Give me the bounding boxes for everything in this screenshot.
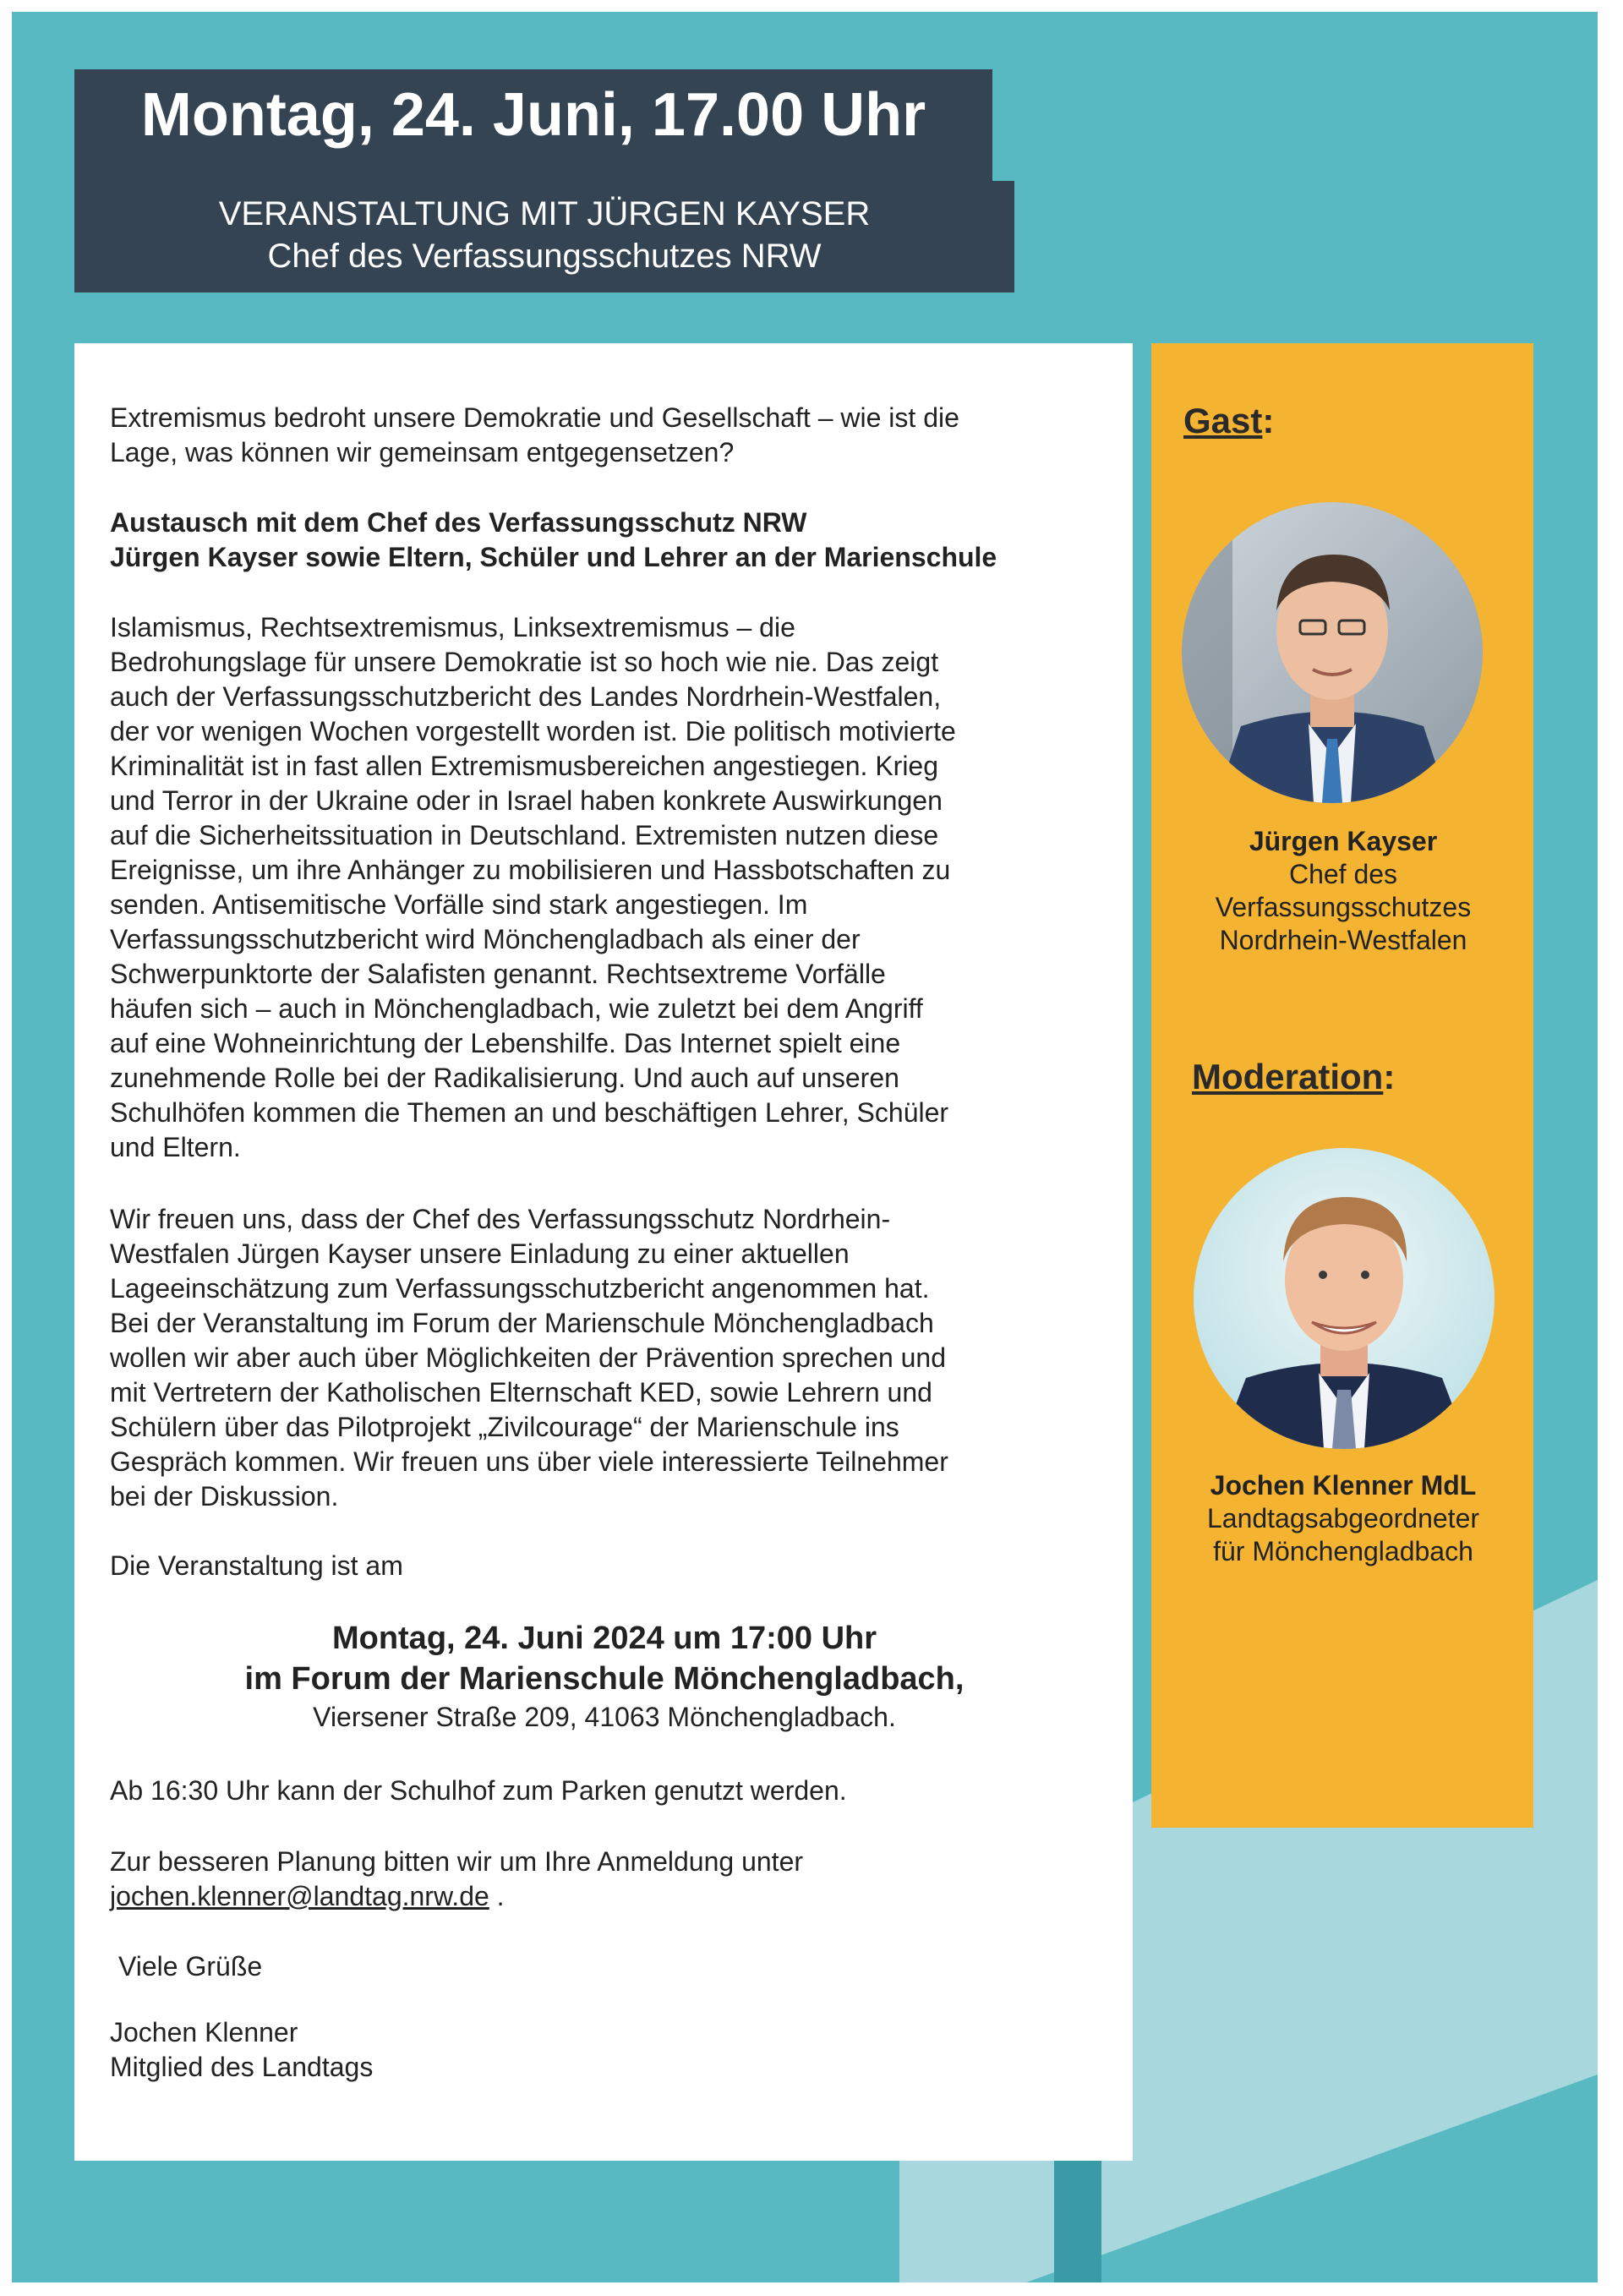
event-details: [85, 1618, 1124, 1735]
text-line: und Eltern.: [110, 1132, 241, 1162]
text-line: Wir freuen uns, dass der Chef des Verfassungsschutz Nordrhein-: [110, 1204, 891, 1234]
text-line: auf die Sicherheitssituation in Deutschland. Extremisten nutzen diese: [110, 820, 939, 850]
text-line: bei der Diskussion.: [110, 1481, 339, 1512]
guest-role-line: Nordrhein-Westfalen: [1219, 925, 1467, 955]
subtitle-line-1: VERANSTALTUNG MIT JÜRGEN KAYSER: [218, 195, 871, 232]
registration-email-line: [110, 1879, 1116, 1914]
bold-headline: [110, 506, 1116, 575]
text-line: häufen sich – auch in Mönchengladbach, wie zuletzt bei dem Angriff: [110, 993, 923, 1024]
intro-paragraph: [110, 401, 1116, 470]
text-line: Schülern über das Pilotprojekt „Zivilcourage“ der Marienschule ins: [110, 1412, 899, 1442]
bold-line: Jürgen Kayser sowie Eltern, Schüler und Lehrer an der Marienschule: [110, 542, 997, 572]
bold-line: Austausch mit dem Chef des Verfassungsschutz NRW: [110, 507, 807, 538]
email-link[interactable]: jochen.klenner@landtag.nrw.de: [110, 1881, 489, 1911]
guest-portrait-image: [1182, 502, 1483, 803]
moderator-caption: [1167, 1469, 1520, 1568]
event-address: Viersener Straße 209, 41063 Mönchengladbach.: [313, 1702, 896, 1732]
guest-name: Jürgen Kayser: [1249, 826, 1438, 856]
text-line: auch der Verfassungsschutzbericht des Landes Nordrhein-Westfalen,: [110, 681, 942, 712]
event-place: im Forum der Marienschule Mönchengladbach,: [244, 1661, 965, 1697]
registration-note: [110, 1845, 1116, 1914]
email-suffix: .: [489, 1881, 505, 1911]
paragraph-2: [110, 1202, 1116, 1514]
text-line: Islamismus, Rechtsextremismus, Linksextremismus – die: [110, 612, 795, 642]
decorative-bar: [1054, 2159, 1101, 2282]
text-line: Kriminalität ist in fast allen Extremismusbereichen angestiegen. Krieg: [110, 751, 939, 781]
header-subtitle: [74, 193, 1014, 277]
text-line: wollen wir aber auch über Möglichkeiten der Prävention sprechen und: [110, 1342, 947, 1373]
guest-role-line: Chef des: [1288, 859, 1398, 889]
text-line: Schulhöfen kommen die Themen an und beschäftigen Lehrer, Schüler: [110, 1097, 949, 1128]
guest-role-line: Verfassungsschutzes: [1215, 892, 1472, 922]
paragraph-1: [110, 610, 1116, 1165]
subtitle-line-2: Chef des Verfassungsschutzes NRW: [267, 238, 822, 275]
intro-line: Lage, was können wir gemeinsam entgegensetzen?: [110, 437, 735, 467]
text-line: Ereignisse, um ihre Anhänger zu mobilisieren und Hassbotschaften zu: [110, 855, 951, 885]
signature-name: Jochen Klenner: [110, 2017, 298, 2047]
guest-caption: [1167, 825, 1520, 957]
signature-title: Mitglied des Landtags: [110, 2052, 374, 2082]
guest-portrait: [1182, 502, 1483, 803]
event-date: Montag, 24. Juni 2024 um 17:00 Uhr: [331, 1621, 877, 1656]
text-line: Bei der Veranstaltung im Forum der Marienschule Mönchengladbach: [110, 1308, 934, 1338]
event-intro: Die Veranstaltung ist am: [110, 1550, 403, 1581]
intro-line: Extremismus bedroht unsere Demokratie und Gesellschaft – wie ist die: [110, 402, 959, 433]
parking-note: Ab 16:30 Uhr kann der Schulhof zum Parken genutzt werden.: [110, 1775, 847, 1806]
guest-heading: Gast:: [1183, 401, 1275, 440]
text-line: der vor wenigen Wochen vorgestellt worden ist. Die politisch motivierte: [110, 716, 956, 746]
text-line: und Terror in der Ukraine oder in Israel haben konkrete Auswirkungen: [110, 785, 943, 816]
text-line: Bedrohungslage für unsere Demokratie ist so hoch wie nie. Das zeigt: [110, 647, 939, 677]
text-line: zunehmende Rolle bei der Radikalisierung. Und auch auf unseren: [110, 1063, 899, 1093]
text-line: senden. Antisemitische Vorfälle sind stark angestiegen. Im: [110, 889, 808, 920]
page-title: Montag, 24. Juni, 17.00 Uhr: [140, 81, 926, 149]
greeting: Viele Grüße: [118, 1951, 263, 1982]
moderation-heading: Moderation:: [1192, 1057, 1396, 1096]
text-line: mit Vertretern der Katholischen Elternschaft KED, sowie Lehrern und: [110, 1377, 932, 1408]
registration-text: Zur besseren Planung bitten wir um Ihre Anmeldung unter: [110, 1846, 804, 1877]
moderator-role-line: Landtagsabgeordneter: [1206, 1503, 1480, 1533]
moderator-portrait: [1194, 1148, 1495, 1449]
text-line: Schwerpunktorte der Salafisten genannt. Rechtsextreme Vorfälle: [110, 959, 886, 989]
text-line: auf eine Wohneinrichtung der Lebenshilfe. Das Internet spielt eine: [110, 1028, 901, 1058]
moderator-portrait-image: [1194, 1148, 1495, 1449]
text-line: Lageeinschätzung zum Verfassungsschutzbericht angenommen hat.: [110, 1273, 930, 1304]
text-line: Verfassungsschutzbericht wird Mönchengladbach als einer der: [110, 924, 861, 954]
text-line: Westfalen Jürgen Kayser unsere Einladung zu einer aktuellen: [110, 1238, 850, 1269]
signature: [110, 2015, 1116, 2085]
moderator-name: Jochen Klenner MdL: [1210, 1470, 1477, 1501]
text-line: Gespräch kommen. Wir freuen uns über viele interessierte Teilnehmer: [110, 1446, 948, 1477]
moderator-role-line: für Mönchengladbach: [1213, 1536, 1473, 1566]
